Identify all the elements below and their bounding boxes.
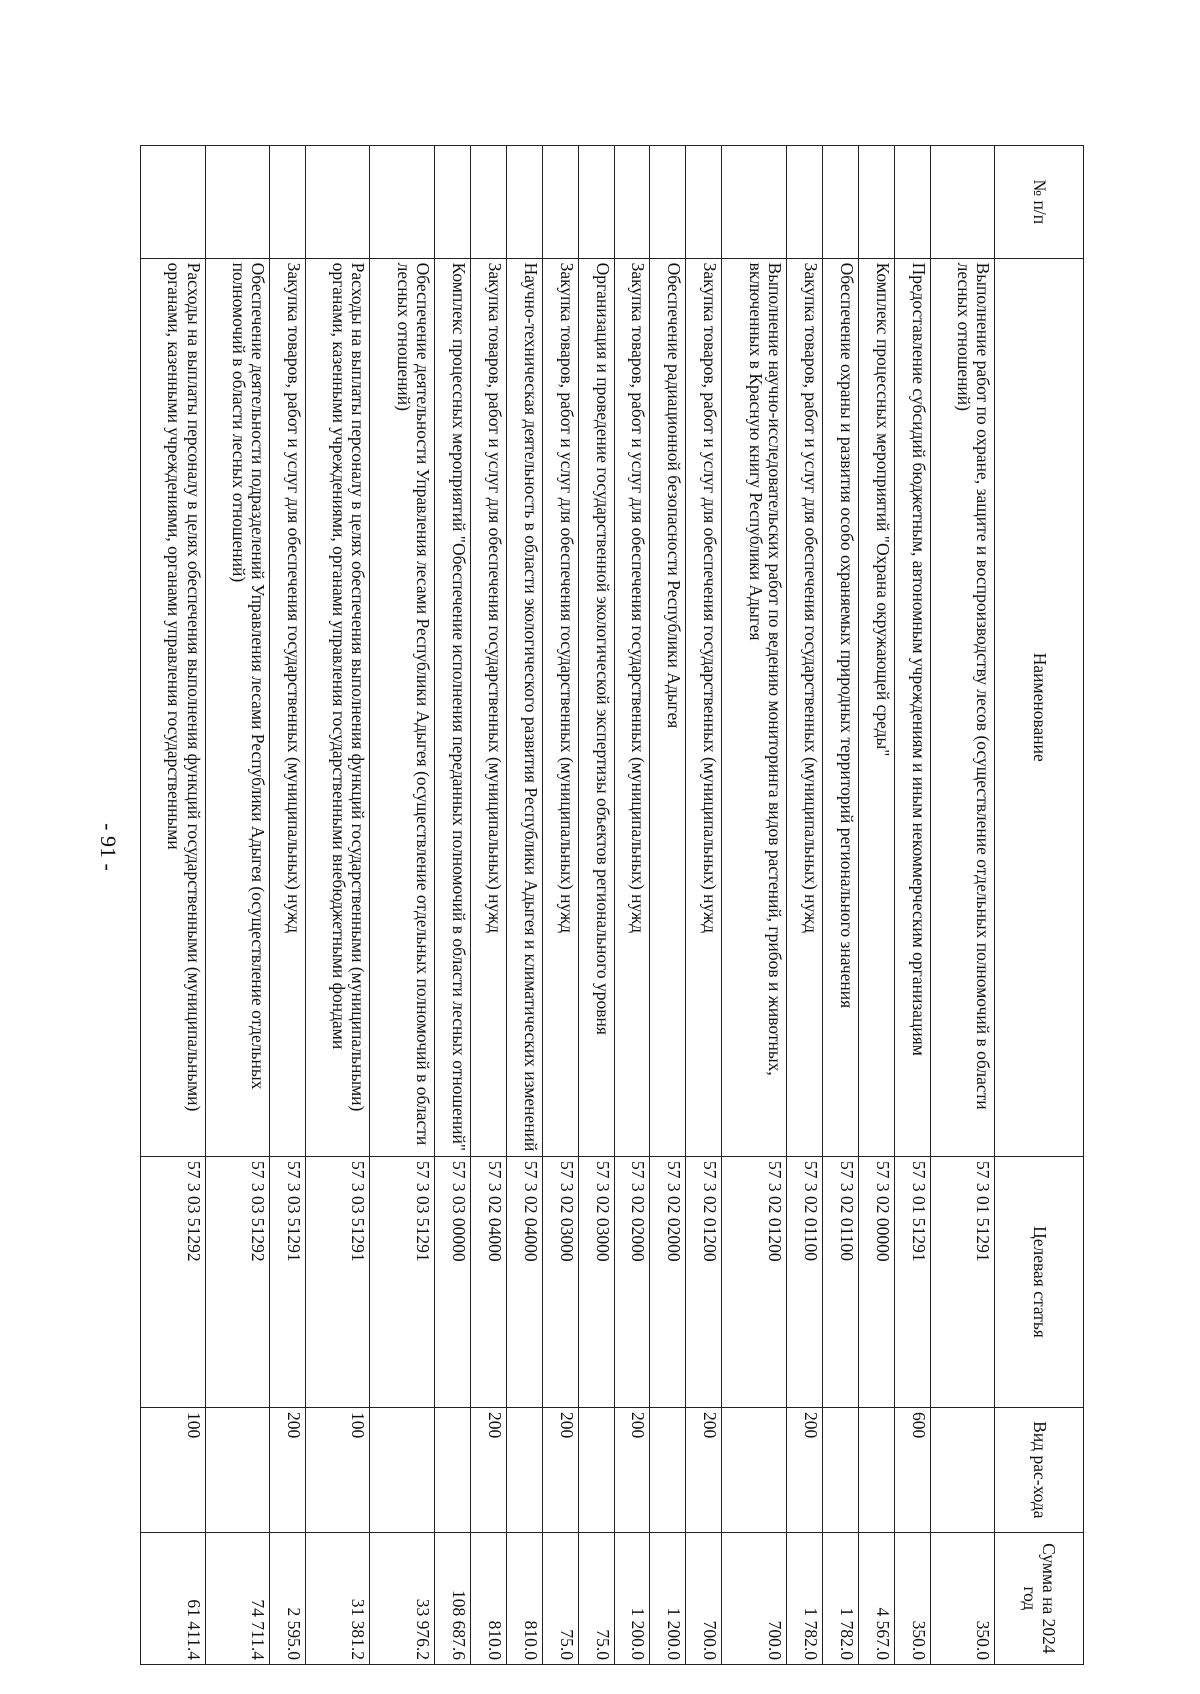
name-cell: Обеспечение радиационной безопасности Республики Адыгея xyxy=(650,258,686,1156)
table-row xyxy=(614,146,650,1665)
sum-cell: 33 976.2 xyxy=(370,1532,434,1664)
target-cell: 57 3 03 51292 xyxy=(205,1157,269,1408)
table-row xyxy=(370,146,434,1665)
name-cell: Выполнение научно-исследовательских работ по ведению мониторинга видов растений, грибов и животных, включенных в Красную книгу Республики Адыгея xyxy=(722,258,786,1156)
table-row xyxy=(894,146,930,1665)
table-row xyxy=(578,146,614,1665)
table-row xyxy=(506,146,542,1665)
kind-cell: 200 xyxy=(270,1407,306,1532)
sum-cell: 810.0 xyxy=(470,1532,506,1664)
num-cell xyxy=(470,146,506,259)
table-body xyxy=(141,146,995,1665)
num-cell xyxy=(506,146,542,259)
num-cell xyxy=(614,146,650,259)
kind-cell xyxy=(205,1407,269,1532)
sum-cell: 75.0 xyxy=(578,1532,614,1664)
kind-cell xyxy=(822,1407,858,1532)
target-cell: 57 3 03 51292 xyxy=(141,1157,206,1408)
table-row xyxy=(542,146,578,1665)
sum-cell: 810.0 xyxy=(506,1532,542,1664)
name-cell: Выполнение работ по охране, защите и воспроизводству лесов (осуществление отдельных полномочий в области лесных отношений) xyxy=(930,258,994,1156)
target-cell: 57 3 03 51291 xyxy=(370,1157,434,1408)
kind-cell: 100 xyxy=(305,1407,369,1532)
name-cell: Закупка товаров, работ и услуг для обеспечения государственных (муниципальных) нужд xyxy=(542,258,578,1156)
kind-cell xyxy=(722,1407,786,1532)
name-cell: Обеспечение деятельности Управления лесами Республики Адыгея (осуществление отдельных полномочий в области лесных отношений) xyxy=(370,258,434,1156)
target-cell: 57 3 02 01200 xyxy=(722,1157,786,1408)
num-cell xyxy=(370,146,434,259)
table-row xyxy=(650,146,686,1665)
table-row xyxy=(930,146,994,1665)
header-num: № п/п xyxy=(995,146,1084,259)
kind-cell: 200 xyxy=(686,1407,722,1532)
name-cell: Обеспечение деятельности подразделений Управления лесами Республики Адыгея (осуществление отдельных полномочий в области лесных отношений) xyxy=(205,258,269,1156)
target-cell: 57 3 03 51291 xyxy=(270,1157,306,1408)
target-cell: 57 3 03 00000 xyxy=(434,1157,470,1408)
name-cell: Научно-техническая деятельность в области экологического развития Республики Адыгея и климатических изменений xyxy=(506,258,542,1156)
kind-cell: 200 xyxy=(786,1407,822,1532)
table-row xyxy=(858,146,894,1665)
target-cell: 57 3 01 51291 xyxy=(894,1157,930,1408)
num-cell xyxy=(786,146,822,259)
sum-cell: 1 200.0 xyxy=(614,1532,650,1664)
table-row xyxy=(686,146,722,1665)
name-cell: Предоставление субсидий бюджетным, автономным учреждениям и иным некоммерческим организациям xyxy=(894,258,930,1156)
num-cell xyxy=(650,146,686,259)
budget-table xyxy=(140,145,1084,1665)
name-cell: Комплекс процессных мероприятий "Охрана окружающей среды" xyxy=(858,258,894,1156)
target-cell: 57 3 01 51291 xyxy=(930,1157,994,1408)
table-header-row xyxy=(995,146,1084,1665)
kind-cell: 200 xyxy=(614,1407,650,1532)
name-cell: Закупка товаров, работ и услуг для обеспечения государственных (муниципальных) нужд xyxy=(614,258,650,1156)
target-cell: 57 3 02 00000 xyxy=(858,1157,894,1408)
sum-cell: 700.0 xyxy=(722,1532,786,1664)
table-row xyxy=(786,146,822,1665)
sum-cell: 74 711.4 xyxy=(205,1532,269,1664)
header-target: Целевая статья xyxy=(995,1157,1084,1408)
num-cell xyxy=(930,146,994,259)
sum-cell: 108 687.6 xyxy=(434,1532,470,1664)
table-row xyxy=(470,146,506,1665)
header-sum: Сумма на 2024 год xyxy=(995,1532,1084,1664)
num-cell xyxy=(722,146,786,259)
page-number: - 91 - xyxy=(96,823,121,871)
sum-cell: 350.0 xyxy=(930,1532,994,1664)
target-cell: 57 3 02 04000 xyxy=(470,1157,506,1408)
kind-cell xyxy=(650,1407,686,1532)
num-cell xyxy=(894,146,930,259)
num-cell xyxy=(578,146,614,259)
header-kind: Вид рас-хода xyxy=(995,1407,1084,1532)
table-row xyxy=(141,146,206,1665)
num-cell xyxy=(434,146,470,259)
sum-cell: 31 381.2 xyxy=(305,1532,369,1664)
name-cell: Закупка товаров, работ и услуг для обеспечения государственных (муниципальных) нужд xyxy=(786,258,822,1156)
sum-cell: 61 411.4 xyxy=(141,1532,206,1664)
kind-cell: 200 xyxy=(470,1407,506,1532)
target-cell: 57 3 03 51291 xyxy=(305,1157,369,1408)
sum-cell: 75.0 xyxy=(542,1532,578,1664)
table-row xyxy=(434,146,470,1665)
kind-cell: 100 xyxy=(141,1407,206,1532)
target-cell: 57 3 02 01100 xyxy=(822,1157,858,1408)
table-row xyxy=(305,146,369,1665)
table-row xyxy=(270,146,306,1665)
num-cell xyxy=(141,146,206,259)
kind-cell xyxy=(858,1407,894,1532)
name-cell: Комплекс процессных мероприятий "Обеспечение исполнения переданных полномочий в области лесных отношений" xyxy=(434,258,470,1156)
target-cell: 57 3 02 02000 xyxy=(650,1157,686,1408)
name-cell: Закупка товаров, работ и услуг для обеспечения государственных (муниципальных) нужд xyxy=(470,258,506,1156)
target-cell: 57 3 02 02000 xyxy=(614,1157,650,1408)
kind-cell: 200 xyxy=(542,1407,578,1532)
table-row xyxy=(722,146,786,1665)
kind-cell xyxy=(930,1407,994,1532)
target-cell: 57 3 02 01100 xyxy=(786,1157,822,1408)
kind-cell xyxy=(578,1407,614,1532)
sum-cell: 1 782.0 xyxy=(786,1532,822,1664)
kind-cell xyxy=(434,1407,470,1532)
name-cell: Закупка товаров, работ и услуг для обеспечения государственных (муниципальных) нужд xyxy=(686,258,722,1156)
sum-cell: 2 595.0 xyxy=(270,1532,306,1664)
name-cell: Закупка товаров, работ и услуг для обеспечения государственных (муниципальных) нужд xyxy=(270,258,306,1156)
budget-table-container xyxy=(140,145,1084,1665)
kind-cell xyxy=(370,1407,434,1532)
sum-cell: 700.0 xyxy=(686,1532,722,1664)
sum-cell: 1 782.0 xyxy=(822,1532,858,1664)
num-cell xyxy=(205,146,269,259)
name-cell: Обеспечение охраны и развития особо охраняемых природных территорий регионального значения xyxy=(822,258,858,1156)
num-cell xyxy=(686,146,722,259)
num-cell xyxy=(542,146,578,259)
num-cell xyxy=(858,146,894,259)
target-cell: 57 3 02 04000 xyxy=(506,1157,542,1408)
table-row xyxy=(822,146,858,1665)
sum-cell: 1 200.0 xyxy=(650,1532,686,1664)
target-cell: 57 3 02 03000 xyxy=(542,1157,578,1408)
name-cell: Организация и проведение государственной экологической экспертизы объектов регионального уровня xyxy=(578,258,614,1156)
name-cell: Расходы на выплаты персоналу в целях обеспечения выполнения функций государственными (муниципальными) органами, казенными учреждениями, органами управления государственными внебюджетными фондами xyxy=(305,258,369,1156)
name-cell: Расходы на выплаты персоналу в целях обеспечения выполнения функций государственными (муниципальными) органами, казенными учреждениями, органами управления государственными xyxy=(141,258,206,1156)
sum-cell: 350.0 xyxy=(894,1532,930,1664)
target-cell: 57 3 02 01200 xyxy=(686,1157,722,1408)
table-row xyxy=(205,146,269,1665)
sum-cell: 4 567.0 xyxy=(858,1532,894,1664)
num-cell xyxy=(305,146,369,259)
num-cell xyxy=(822,146,858,259)
kind-cell xyxy=(506,1407,542,1532)
target-cell: 57 3 02 03000 xyxy=(578,1157,614,1408)
kind-cell: 600 xyxy=(894,1407,930,1532)
header-name: Наименование xyxy=(995,258,1084,1156)
num-cell xyxy=(270,146,306,259)
